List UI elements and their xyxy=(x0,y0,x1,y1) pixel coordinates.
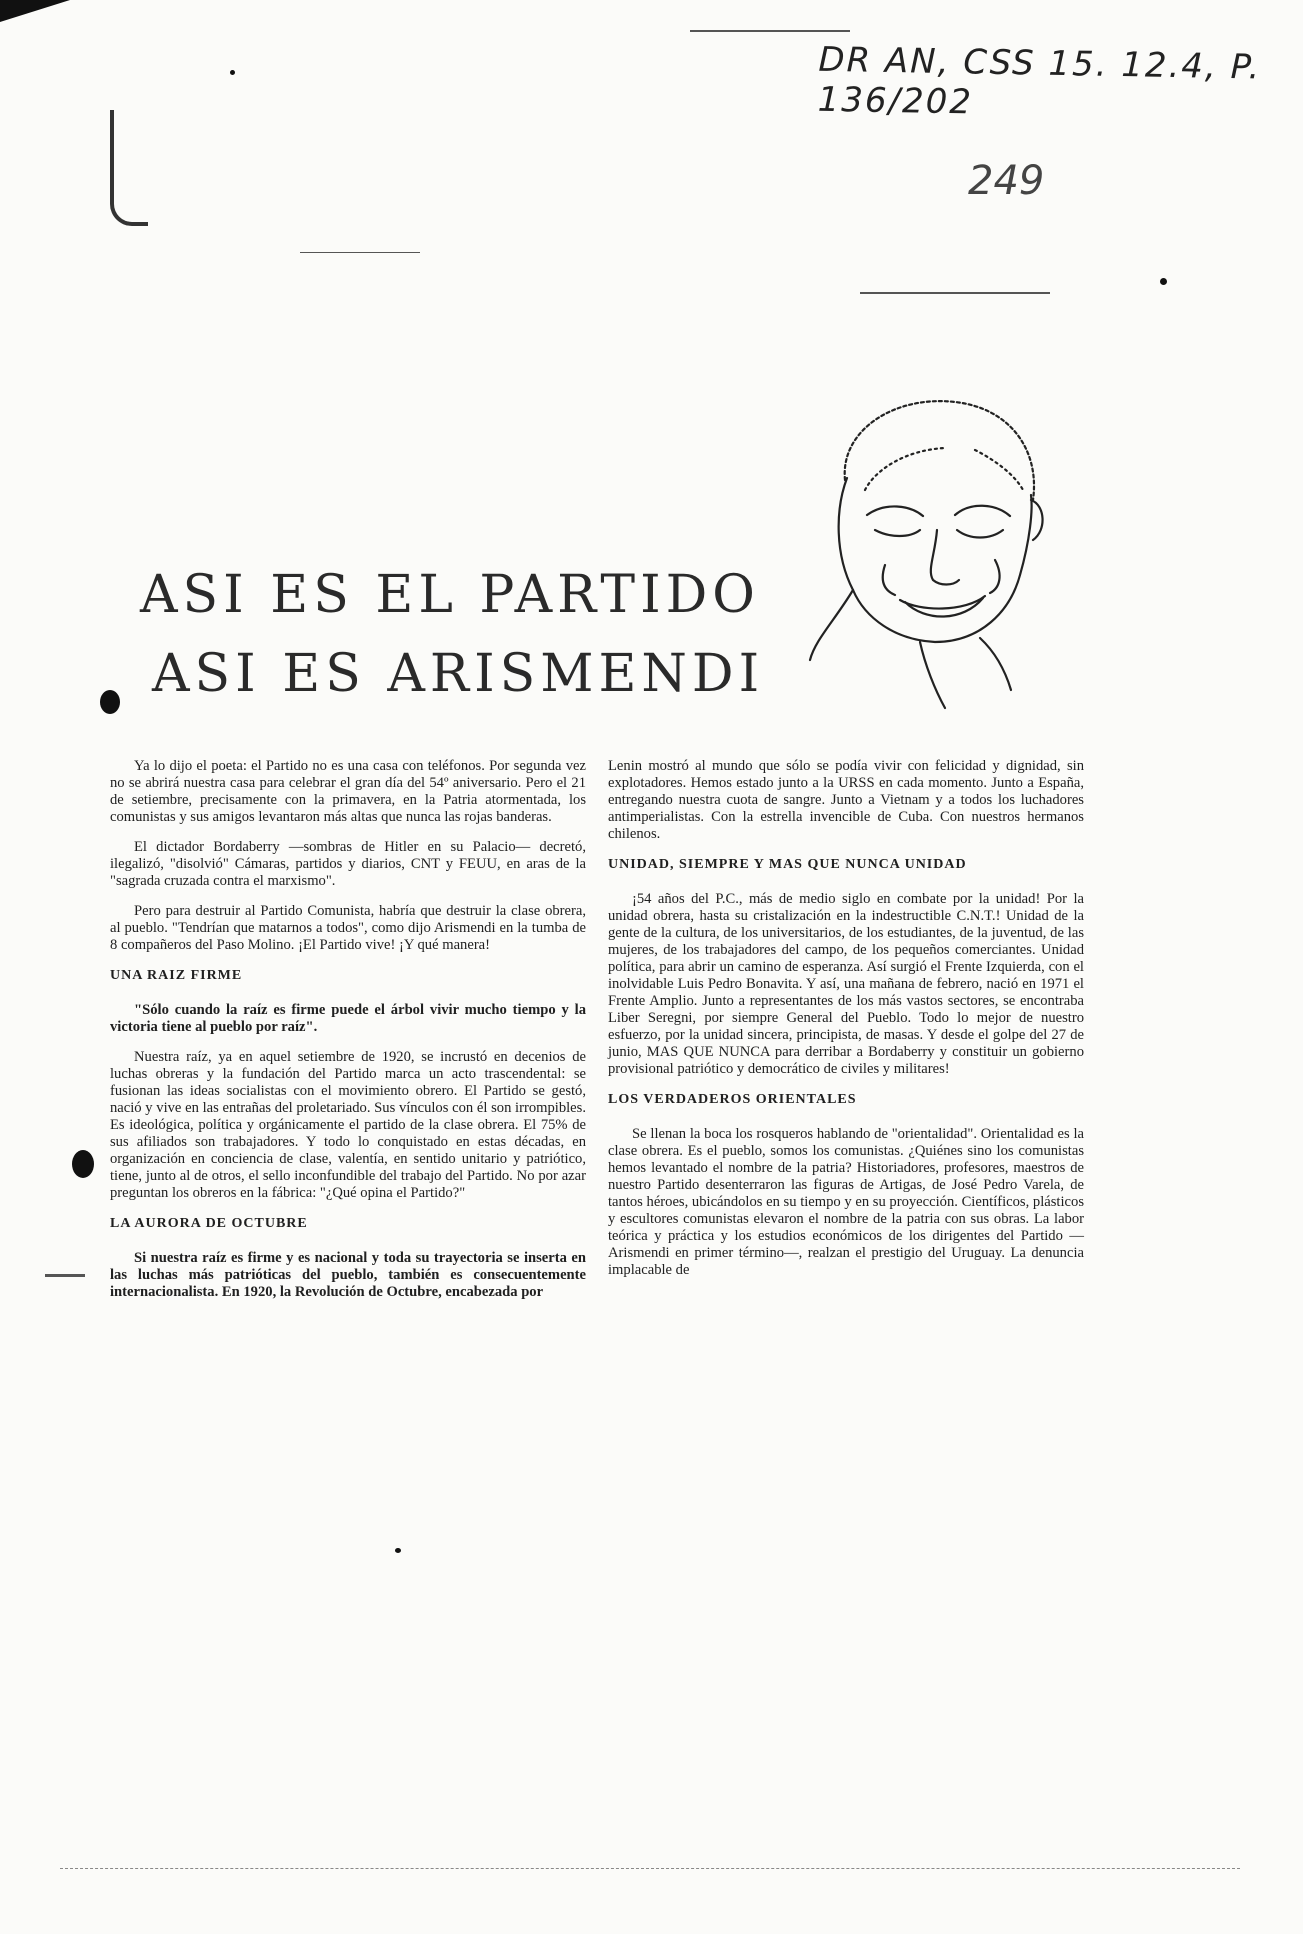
headline-line-2: ASI ES ARISMENDI xyxy=(152,644,765,704)
paragraph: Pero para destruir al Partido Comunista, habría que destruir la clase obrera, al pueblo. "Tendrían que matarnos a todos", como dijo Arismendi en la tumba de 8 compañeros del Paso Molino. ¡El Partido vive! ¡Y qué manera! xyxy=(110,903,586,953)
punch-hole-top xyxy=(100,690,120,714)
bottom-dashed-rule xyxy=(60,1868,1240,1869)
scan-corner-mark xyxy=(0,0,70,22)
paragraph: El dictador Bordaberry —sombras de Hitler en su Palacio— decretó, ilegalizó, "disolvió" Cámaras, partidos y diarios, CNT y FEUU, en aras de la "sagrada cruzada contra el marxismo". xyxy=(110,839,586,889)
paragraph: Se llenan la boca los rosqueros hablando de "orientalidad". Orientalidad es la clase obrera. Es el pueblo, somos los comunistas. ¿Quiénes sino los comunistas hemos levantado el nombre de la patria? Historiadores, profesores, maestros de nuestro Partido desenterraron las figuras de Artigas, de José Pedro Varela, de tantos héroes, ubicándolos en su tiempo y en su proyección. Científicos, plásticos y escultores comunistas elevaron el nombre de la patria con sus obras. La labor teórica y práctica y los estudios económicos de los dirigentes del Partido —Arismendi en primer término—, realzan el prestigio del Uruguay. La denuncia implacable de xyxy=(608,1126,1084,1278)
scratch-line xyxy=(690,30,850,32)
speck xyxy=(1160,278,1167,285)
scratch-line xyxy=(860,292,1050,294)
section-heading: UNA RAIZ FIRME xyxy=(110,968,243,983)
paragraph: Nuestra raíz, ya en aquel setiembre de 1920, se incrustó en decenios de luchas obreras y la fundación del Partido marca un acto trascendental: se fusionan las ideas socialistas con el movimiento obrero. El Partido se gestó, nació y vive en las entrañas del proletariado. Sus vínculos con él son irrompibles. Es ideológica, política y orgánicamente el partido de la clase obrera. El 75% de sus afiliados son trabajadores. Y todo lo conquistado en estas décadas, en organización en conciencia de clase, valentía, en sentido unitario y patriótico, tiene, junto al de otros, el sello inconfundible del trabajo del Partido. No por azar preguntan los obreros en la fábrica: "¿Qué opina el Partido?" xyxy=(110,1049,586,1201)
right-column xyxy=(608,758,1084,1292)
section-heading: LOS VERDADEROS ORIENTALES xyxy=(608,1092,857,1107)
arismendi-portrait-sketch xyxy=(805,390,1055,710)
scratch-line xyxy=(300,252,420,253)
section-heading: UNIDAD, SIEMPRE Y MAS QUE NUNCA UNIDAD xyxy=(608,857,967,872)
folio-number: 249 xyxy=(968,158,1045,204)
left-column xyxy=(110,758,586,1314)
paragraph: Lenin mostró al mundo que sólo se podía vivir con felicidad y dignidad, sin explotadores. Hemos estado junto a la URSS en cada momento. Junto a España, entregando nuestra cuota de sangre. Junto a Vietnam y a todos los luchadores antimperialistas. Con la estrella invencible de Cuba. Con nuestros hermanos chilenos. xyxy=(608,758,1084,842)
paragraph: Si nuestra raíz es firme y es nacional y toda su trayectoria se inserta en las luchas más patrióticas del pueblo, también es consecuentemente internacionalista. En 1920, la Revolución de Octubre, encabezada por xyxy=(110,1250,586,1300)
punch-hole-bottom xyxy=(72,1150,94,1178)
paragraph: Ya lo dijo el poeta: el Partido no es una casa con teléfonos. Por segunda vez no se abrirá nuestra casa para celebrar el gran día del 54º aniversario. Pero el 21 de setiembre, precisamente con la primavera, en la Patria atormentada, los comunistas y sus amigos levantaron más altas que nunca las rojas banderas. xyxy=(110,758,586,825)
paragraph: "Sólo cuando la raíz es firme puede el árbol vivir mucho tiempo y la victoria tiene al pueblo por raíz". xyxy=(110,1002,586,1035)
section-heading: LA AURORA DE OCTUBRE xyxy=(110,1216,308,1231)
margin-bracket-mark xyxy=(110,110,148,226)
headline-line-1: ASI ES EL PARTIDO xyxy=(140,565,760,625)
speck xyxy=(395,1548,401,1553)
archive-reference: DR AN, CSS 15. 12.4, P. 136/202 xyxy=(817,39,1262,123)
scratch-line xyxy=(45,1274,85,1277)
paragraph: ¡54 años del P.C., más de medio siglo en combate por la unidad! Por la unidad obrera, hasta su cristalización en la indestructible C.N.T.! Unidad de la gente de la cultura, de los universitarios, de los estudiantes, de la juventud, de las mujeres, de los trabajadores del campo, de los pequeños comerciantes. Unidad política, para abrir un camino de esperanza. Así surgió el Frente Izquierda, con el inolvidable Luis Pedro Bonavita. Y así, una mañana de febrero, nació en 1971 el Frente Amplio. Junto a representantes de los más vastos sectores, se encontraba Liber Seregni, por siempre General del Pueblo. Todo lo mejor de nuestro esfuerzo, por la unidad sincera, principista, de masas. Y desde el golpe del 27 de junio, MAS QUE NUNCA para derribar a Bordaberry y constituir un gobierno provisional patriótico y democrático de civiles y militares! xyxy=(608,891,1084,1077)
speck xyxy=(230,70,235,75)
